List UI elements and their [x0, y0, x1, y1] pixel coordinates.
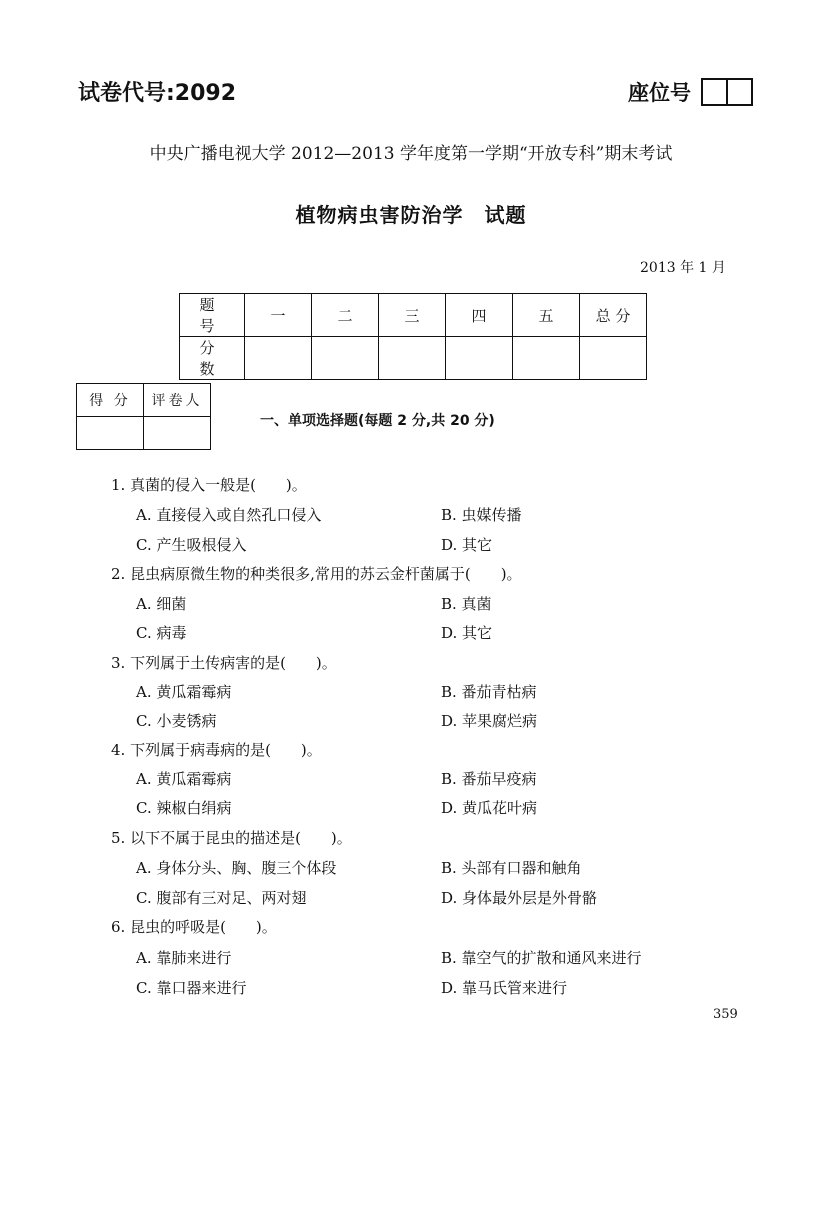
grader-input-cell: [144, 417, 211, 450]
option-d: D. 黄瓜花叶病: [441, 799, 538, 817]
score-input-cell: [379, 337, 446, 380]
score-input-cell: [580, 337, 647, 380]
score-table-cell: 四: [446, 294, 513, 337]
option-a: A. 直接侵入或自然孔口侵入: [136, 506, 322, 524]
option-b: B. 真菌: [441, 595, 492, 613]
option-b: B. 虫媒传播: [441, 506, 522, 524]
score-input-cell: [446, 337, 513, 380]
score-input-cell: [245, 337, 312, 380]
score-table-cell: 五: [513, 294, 580, 337]
question-stem: 6. 昆虫的呼吸是( )。: [111, 918, 277, 936]
option-b: B. 头部有口器和触角: [441, 859, 582, 877]
score-table-cell: 三: [379, 294, 446, 337]
exam-header-line: 中央广播电视大学 2012—2013 学年度第一学期“开放专科”期末考试: [149, 144, 673, 164]
option-d: D. 身体最外层是外骨骼: [441, 889, 598, 907]
seat-number-boxes: [703, 78, 753, 106]
option-c: C. 产生吸根侵入: [136, 536, 247, 554]
question-stem: 4. 下列属于病毒病的是( )。: [111, 741, 322, 759]
exam-code: 试卷代号:2092: [78, 81, 237, 106]
seat-number-label: 座位号: [628, 81, 691, 105]
score-table-cell: 题 号: [180, 294, 245, 337]
option-d: D. 苹果腐烂病: [441, 712, 538, 730]
question-stem: 1. 真菌的侵入一般是( )。: [111, 476, 307, 494]
option-b: B. 番茄青枯病: [441, 683, 537, 701]
option-d: D. 其它: [441, 536, 493, 554]
option-c: C. 辣椒白绢病: [136, 799, 232, 817]
option-c: C. 腹部有三对足、两对翅: [136, 889, 307, 907]
score-table-header-row: [180, 294, 647, 337]
score-input-cell: [513, 337, 580, 380]
score-input-cell: [312, 337, 379, 380]
course-title: 植物病虫害防治学 试题: [295, 203, 527, 227]
score-table-cell: 二: [312, 294, 379, 337]
option-a: A. 细菌: [136, 595, 187, 613]
seat-box: [701, 78, 728, 106]
exam-date: 2013 年 1 月: [640, 260, 726, 276]
score-table-score-row: [180, 337, 647, 380]
score-table: [179, 293, 647, 380]
grader-table-header-row: [77, 384, 211, 417]
question-stem: 2. 昆虫病原微生物的种类很多,常用的苏云金杆菌属于( )。: [111, 565, 522, 583]
option-d: D. 靠马氏管来进行: [441, 979, 568, 997]
option-a: A. 黄瓜霜霉病: [136, 683, 232, 701]
grader-table-cell: 得 分: [77, 384, 144, 417]
option-c: C. 病毒: [136, 624, 187, 642]
section-title: 一、单项选择题(每题 2 分,共 20 分): [260, 413, 495, 429]
score-table-cell: 总 分: [580, 294, 647, 337]
option-b: B. 番茄早疫病: [441, 770, 537, 788]
grader-input-cell: [77, 417, 144, 450]
question-stem: 5. 以下不属于昆虫的描述是( )。: [111, 829, 352, 847]
option-a: A. 黄瓜霜霉病: [136, 770, 232, 788]
option-a: A. 靠肺来进行: [136, 949, 232, 967]
option-c: C. 靠口器来进行: [136, 979, 247, 997]
seat-box: [726, 78, 753, 106]
option-c: C. 小麦锈病: [136, 712, 217, 730]
grader-table-cell: 评卷人: [144, 384, 211, 417]
page-number: 359: [713, 1007, 738, 1022]
option-a: A. 身体分头、胸、腹三个体段: [136, 859, 337, 877]
option-b: B. 靠空气的扩散和通风来进行: [441, 949, 642, 967]
grader-table-blank-row: [77, 417, 211, 450]
score-table-cell: 一: [245, 294, 312, 337]
option-d: D. 其它: [441, 624, 493, 642]
question-stem: 3. 下列属于土传病害的是( )。: [111, 654, 337, 672]
grader-table: [76, 383, 211, 450]
score-table-cell: 分 数: [180, 337, 245, 380]
